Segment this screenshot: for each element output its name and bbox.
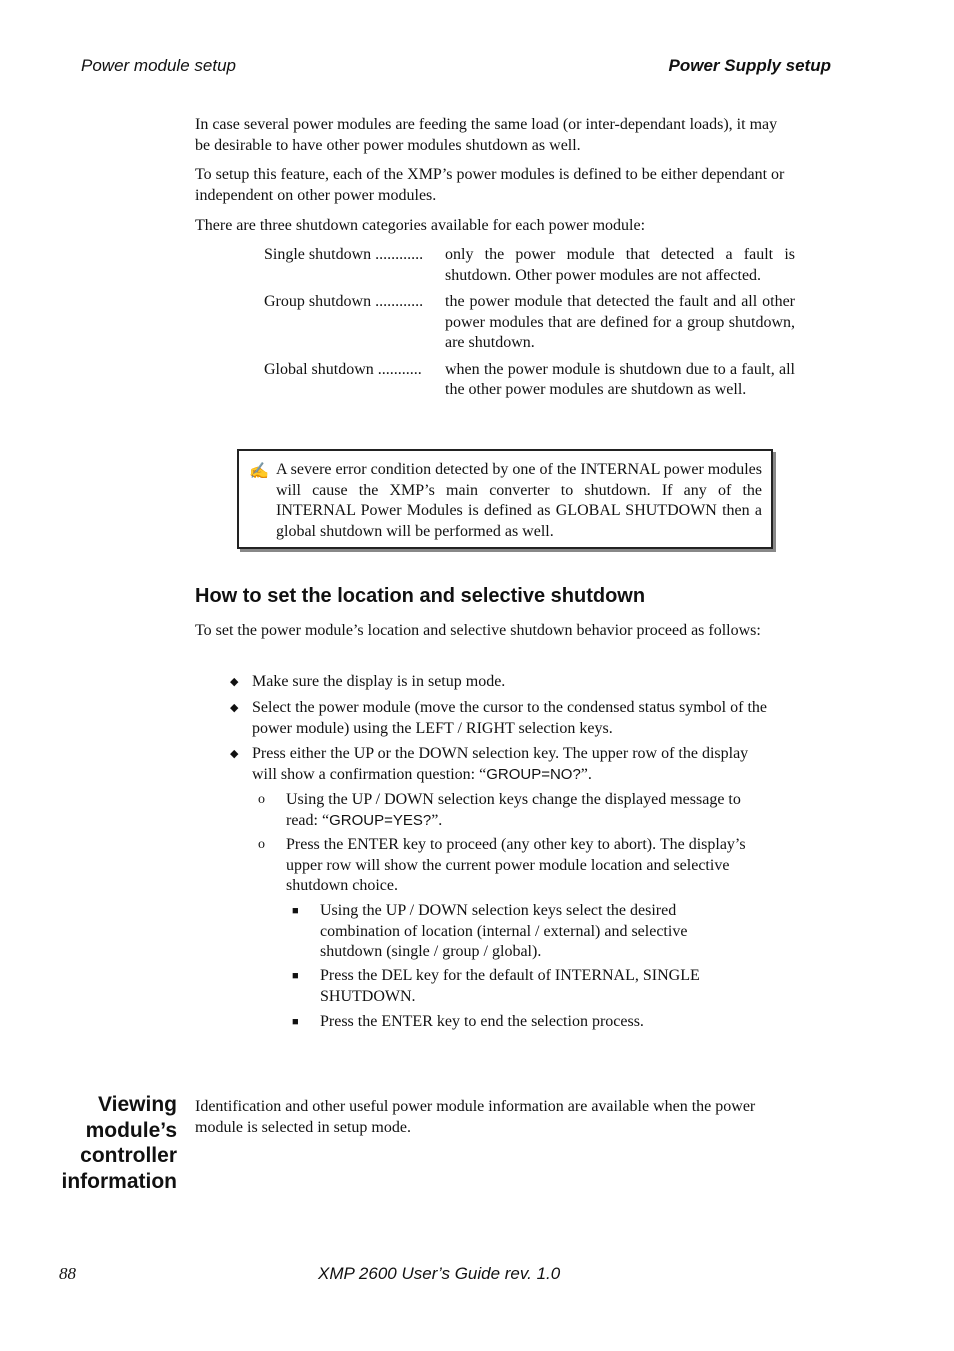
- circle-bullet-icon: o: [258, 837, 265, 852]
- step-text: Make sure the display is in setup mode.: [252, 673, 506, 690]
- intro-paragraph-3: [195, 216, 795, 237]
- category-term: Group shutdown ............: [264, 293, 424, 310]
- intro-text-3: There are three shutdown categories available for each power module:: [195, 217, 646, 234]
- square-bullet-icon: ■: [292, 970, 299, 982]
- intro-text-2: To setup this feature, each of the XMP’s power modules is defined to be either dependant or independent on other power modules.: [195, 166, 785, 204]
- display-message: GROUP=YES?: [329, 811, 432, 829]
- list-item: [292, 966, 760, 1007]
- substep-text: Press the ENTER key to proceed (any other key to abort). The display’s upper row will show the current power module location and selective shutdown choice.: [286, 836, 746, 894]
- list-item: [292, 901, 750, 963]
- page-number: 88: [59, 1264, 76, 1283]
- step-text: Select the power module (move the cursor to the condensed status symbol of the power module) using the LEFT / RIGHT selection keys.: [252, 699, 767, 737]
- circle-bullet-icon: o: [258, 792, 265, 807]
- intro-paragraph-2: [195, 165, 795, 206]
- intro-paragraph-1: [195, 115, 795, 156]
- diamond-bullet-icon: ◆: [230, 702, 239, 714]
- list-item: [230, 698, 772, 739]
- list-item: [258, 790, 766, 831]
- subsubstep-text: Using the UP / DOWN selection keys select the desired combination of location (internal / external) and selective shutdown (single / group / global).: [320, 902, 688, 960]
- category-description: the power module that detected the fault and all other power modules that are defined for a group shutdown, are shutdown.: [445, 293, 795, 351]
- note-box: [237, 449, 773, 549]
- square-bullet-icon: ■: [292, 1016, 299, 1028]
- intro-text-1: In case several power modules are feeding the same load (or inter-dependant loads), it may be desirable to have other power modules shutdown as well.: [195, 116, 778, 154]
- category-single: [264, 245, 795, 286]
- diamond-bullet-icon: ◆: [230, 748, 239, 760]
- side-heading-line: information: [61, 1169, 177, 1193]
- list-item: [230, 744, 762, 785]
- category-description: when the power module is shutdown due to a fault, all the other power modules are shutdown as well.: [445, 360, 795, 398]
- running-header-section: Power module setup: [81, 56, 236, 75]
- section-heading: How to set the location and selective shutdown: [195, 585, 646, 607]
- viewing-paragraph: [195, 1097, 775, 1138]
- category-group: [264, 292, 795, 354]
- section-lead-text: To set the power module’s location and selective shutdown behavior proceed as follows:: [195, 622, 761, 639]
- list-item: [258, 835, 761, 897]
- side-heading-line: module’s: [85, 1118, 177, 1142]
- category-term: Single shutdown ............: [264, 246, 424, 263]
- category-term: Global shutdown ...........: [264, 360, 422, 378]
- step-text: Press either the UP or the DOWN selection key. The upper row of the display will show a confirmation question: “: [252, 745, 749, 783]
- step-text-end: ”.: [580, 765, 592, 783]
- shutdown-categories-list: [264, 245, 795, 407]
- section-lead: [195, 621, 765, 642]
- display-message: GROUP=NO?: [486, 765, 581, 783]
- running-header-chapter: Power Supply setup: [668, 56, 831, 75]
- footer-title: XMP 2600 User’s Guide rev. 1.0: [318, 1264, 561, 1283]
- diamond-bullet-icon: ◆: [230, 676, 239, 688]
- list-item: [292, 1012, 760, 1033]
- subsubstep-text: Press the ENTER key to end the selection process.: [320, 1013, 644, 1030]
- side-heading: [62, 1092, 178, 1194]
- category-global: [264, 360, 795, 401]
- square-bullet-icon: ■: [292, 905, 299, 917]
- category-description: only the power module that detected a fault is shutdown. Other power modules are not affected.: [445, 246, 795, 284]
- subsubstep-text: Press the DEL key for the default of INTERNAL, SINGLE SHUTDOWN.: [320, 967, 700, 1005]
- substep-text-end: ”.: [431, 811, 443, 829]
- viewing-text: Identification and other useful power module information are available when the power module is selected in setup mode.: [195, 1098, 756, 1136]
- side-heading-line: Viewing: [98, 1093, 177, 1116]
- list-item: [230, 672, 772, 693]
- substep-text: Using the UP / DOWN selection keys change the displayed message to read: “: [286, 791, 741, 829]
- writing-hand-icon: ✍: [249, 463, 269, 480]
- note-text: A severe error condition detected by one of the INTERNAL power modules will cause the XMP’s main converter to shutdown. If any of the INTERNAL Power Modules is defined as GLOBAL SHUTDOWN then a global shutdown will be performed as well.: [276, 461, 762, 540]
- side-heading-line: controller: [80, 1144, 177, 1167]
